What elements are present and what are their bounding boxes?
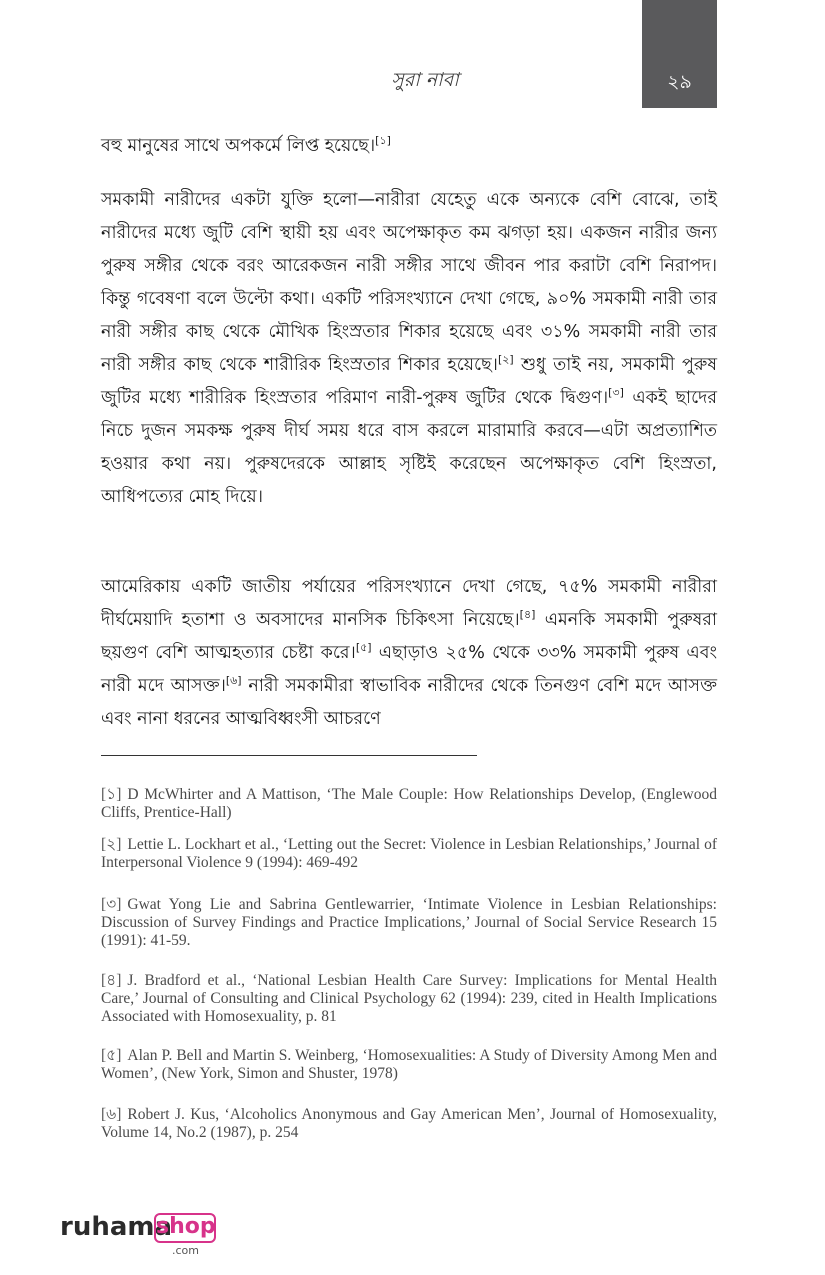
page-number-tab [642, 0, 717, 108]
footnote [101, 786, 717, 822]
footnote-text: Robert J. Kus, ‘Alcoholics Anonymous and Gay American Men’, Journal of Homosexuality, Volume 14, No.2 (1987), p. 254 [101, 1106, 717, 1141]
ruhamashop-logo [60, 1212, 225, 1258]
paragraph [101, 571, 717, 736]
footnote [101, 1106, 717, 1142]
footnote-reference: [২] [497, 353, 514, 366]
footnote-number: [২] [101, 836, 122, 853]
footnote-number: [৬] [101, 1106, 122, 1123]
footnote-number: [৪] [101, 972, 122, 989]
footnote-reference: [৪] [519, 608, 536, 621]
footnote-text: Gwat Yong Lie and Sabrina Gentlewarrier, ‘Intimate Violence in Lesbian Relationships: Discussion of Survey Findings and Practice Implications,’ Journal of Social Service Research 15 (1991): 41-59. [101, 896, 717, 949]
running-header-title: সুরা নাবা [391, 69, 459, 91]
footnote-text: Alan P. Bell and Martin S. Weinberg, ‘Homosexualities: A Study of Diversity Among Men and Women’, (New York, Simon and Shuster, 1978) [101, 1047, 717, 1082]
logo-brand-text: ruhama [60, 1212, 173, 1242]
paragraph-text: আমেরিকায় একটি জাতীয় পর্যায়ের পরিসংখ্যানে দেখা গেছে, ৭৫% সমকামী নারীরা দীর্ঘমেয়াদি হতাশা ও অবসাদের মানসিক চিকিৎসা নিয়েছে। [101, 577, 717, 630]
footnote [101, 1047, 717, 1083]
footnote-text: D McWhirter and A Mattison, ‘The Male Couple: How Relationships Develop, (Englewood Cliffs, Prentice-Hall) [101, 786, 717, 821]
paragraph-text: এছাড়াও ২৫% থেকে ৩৩% সমকামী পুরুষ এবং নারী মদে আসক্ত। [101, 643, 717, 696]
footnote-number: [৩] [101, 896, 122, 913]
footnote [101, 896, 717, 950]
paragraph [101, 130, 717, 163]
footnote-reference: [৬] [225, 674, 242, 687]
footnote-text: Lettie L. Lockhart et al., ‘Letting out the Secret: Violence in Lesbian Relationships,’ Journal of Interpersonal Violence 9 (1994): 469-492 [101, 836, 717, 871]
footnote-number: [১] [101, 786, 122, 803]
footnote-number: [৫] [101, 1047, 122, 1064]
footnote [101, 836, 717, 872]
paragraph-text: এমনকি সমকামী পুরুষরা ছয়গুণ বেশি আত্মহত্যার চেষ্টা করে। [101, 610, 718, 663]
page-number: ২৯ [667, 71, 692, 93]
footnote-reference: [৩] [608, 386, 624, 399]
footnote [101, 972, 717, 1026]
paragraph-text: শুধু তাই নয়, সমকামী পুরুষ জুটির মধ্যে শারীরিক হিংস্রতার পরিমাণ নারী-পুরুষ জুটির থেকে দ্বিগুণ। [101, 355, 717, 408]
logo-shop-badge: shop [154, 1213, 216, 1243]
paragraph-text: বহু মানুষের সাথে অপকর্মে লিপ্ত হয়েছে। [101, 136, 376, 156]
paragraph-text: একই ছাদের নিচে দুজন সমকক্ষ পুরুষ দীর্ঘ সময় ধরে বাস করলে মারামারি করবে—এটা অপ্রত্যাশিত হওয়ার কথা নয়। পুরুষদেরকে আল্লাহ সৃষ্টিই করেছেন অপেক্ষাকৃত বেশি হিংস্রতা, আধিপত্যের মোহ দিয়ে। [101, 388, 717, 507]
paragraph [101, 184, 717, 514]
footnote-divider [101, 755, 477, 756]
footnote-reference: [১] [375, 134, 391, 147]
paragraph-text: নারী সমকামীরা স্বাভাবিক নারীদের থেকে তিনগুণ বেশি মদে আসক্ত এবং নানা ধরনের আত্মবিধ্বংসী আচরণে [101, 676, 717, 729]
footnote-text: J. Bradford et al., ‘National Lesbian Health Care Survey: Implications for Mental Health Care,’ Journal of Consulting and Clinical Psychology 62 (1994): 239, cited in Health Implications Associated with Homosexuality, p. 81 [101, 972, 717, 1025]
logo-domain-text: .com [172, 1244, 199, 1257]
footnote-reference: [৫] [355, 641, 372, 654]
paragraph-text: সমকামী নারীদের একটা যুক্তি হলো—নারীরা যেহেতু একে অন্যকে বেশি বোঝে, তাই নারীদের মধ্যে জুটি বেশি স্থায়ী হয় এবং অপেক্ষাকৃত কম ঝগড়া হয়। একজন নারীর জন্য পুরুষ সঙ্গীর থেকে বরং আরেকজন নারী সঙ্গীর সাথে জীবন পার করাটা বেশি নিরাপদ। কিন্তু গবেষণা বলে উল্টো কথা। একটি পরিসংখ্যানে দেখা গেছে, ৯০% সমকামী নারী তার নারী সঙ্গীর কাছ থেকে মৌখিক হিংস্রতার শিকার হয়েছে এবং ৩১% সমকামী নারী তার নারী সঙ্গীর কাছ থেকে শারীরিক হিংস্রতার শিকার হয়েছে। [101, 190, 717, 375]
